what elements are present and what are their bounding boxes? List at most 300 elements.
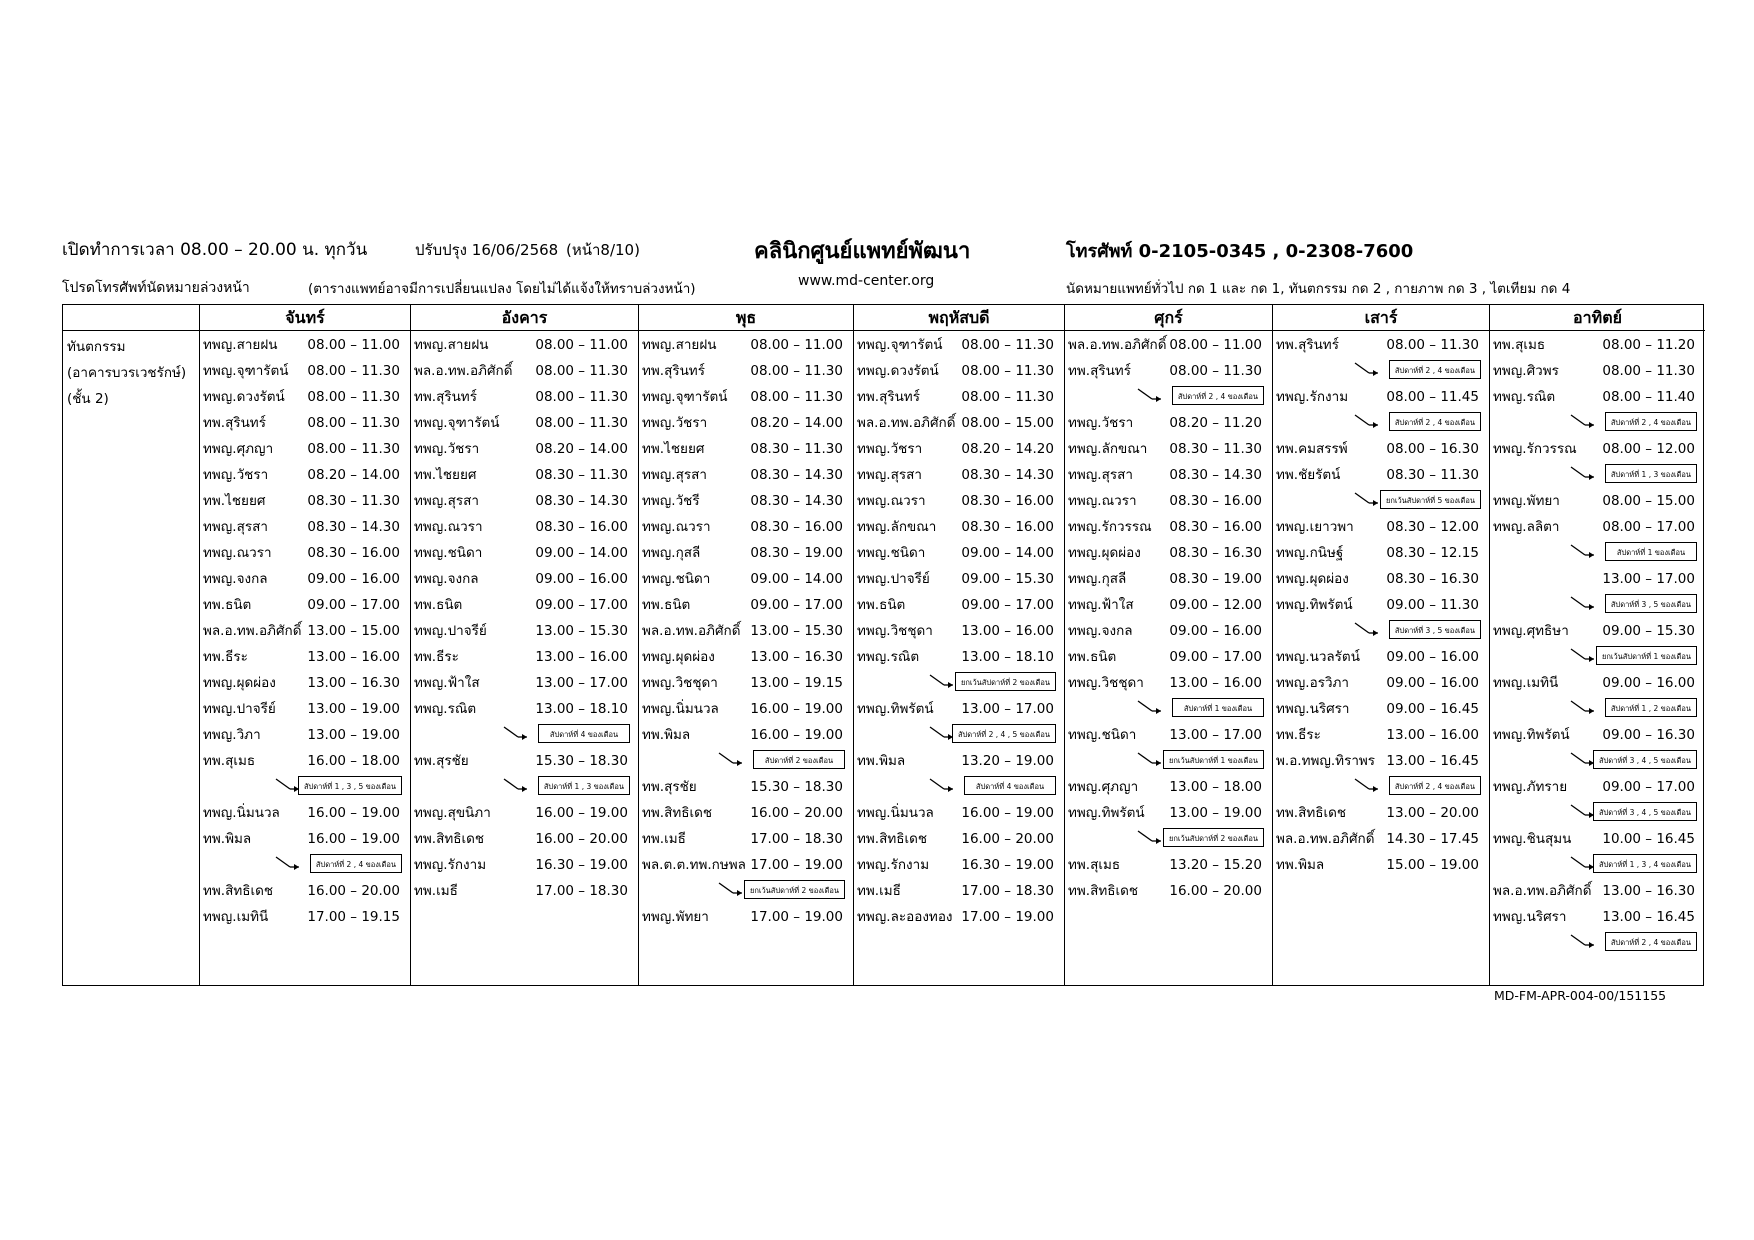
week-note-box: สัปดาห์ที่ 2 , 4 ของเดือน bbox=[1389, 360, 1481, 379]
phone-numbers: โทรศัพท์ 0-2105-0345 , 0-2308-7600 bbox=[1066, 241, 1414, 262]
time-range: 16.00 – 19.00 bbox=[535, 805, 628, 821]
time-range: 09.00 – 16.00 bbox=[307, 571, 400, 587]
time-range: 13.00 – 16.45 bbox=[1386, 753, 1479, 769]
dentist-name: ทพ.สุรินทร์ bbox=[414, 389, 477, 405]
dentist-name: พล.อ.ทพ.อภิศักดิ์ bbox=[857, 415, 956, 431]
time-range: 09.00 – 17.00 bbox=[750, 597, 843, 613]
time-range: 08.30 – 16.00 bbox=[961, 519, 1054, 535]
week-note-box: สัปดาห์ที่ 1 , 3 , 5 ของเดือน bbox=[298, 776, 402, 795]
dentist-name: ทพญ.ผุดผ่อง bbox=[1068, 545, 1141, 561]
schedule-entry bbox=[1273, 750, 1489, 772]
dentist-name: ทพญ.ณวรา bbox=[1068, 493, 1137, 509]
dentist-name: พล.ต.ต.ทพ.กษพล bbox=[642, 857, 746, 873]
dentist-name: ทพญ.วิชชุดา bbox=[857, 623, 933, 639]
time-range: 13.00 – 16.00 bbox=[307, 649, 400, 665]
time-range: 17.00 – 19.00 bbox=[750, 857, 843, 873]
time-range: 08.00 – 11.30 bbox=[535, 363, 628, 379]
time-range: 13.00 – 16.00 bbox=[1386, 727, 1479, 743]
schedule-entry bbox=[411, 568, 638, 590]
arrow-icon bbox=[1136, 698, 1162, 716]
time-range: 16.00 – 20.00 bbox=[307, 883, 400, 899]
schedule-entry bbox=[1273, 516, 1489, 538]
schedule-note bbox=[1490, 541, 1705, 563]
schedule-entry bbox=[639, 438, 853, 460]
department-building: (อาคารบวรเวชรักษ์) bbox=[67, 365, 187, 381]
time-range: 09.00 – 17.00 bbox=[307, 597, 400, 613]
schedule-note bbox=[1065, 385, 1272, 407]
dentist-name: ทพ.สิทธิเดช bbox=[642, 805, 713, 821]
schedule-entry bbox=[854, 594, 1064, 616]
schedule-entry bbox=[854, 542, 1064, 564]
time-range: 08.00 – 11.30 bbox=[961, 363, 1054, 379]
dentist-name: ทพ.ธนิต bbox=[857, 597, 906, 613]
schedule-entry bbox=[639, 802, 853, 824]
schedule-entry bbox=[200, 360, 410, 382]
dentist-name: ทพญ.รณิต bbox=[857, 649, 920, 665]
dentist-name: ทพญ.วิชชุดา bbox=[1068, 675, 1144, 691]
dentist-name: ทพญ.กุสลี bbox=[642, 545, 701, 561]
arrow-icon bbox=[1353, 360, 1379, 378]
schedule-entry bbox=[639, 724, 853, 746]
department-name: ทันตกรรม bbox=[67, 339, 126, 355]
dentist-name: ทพ.พิมล bbox=[1276, 857, 1325, 873]
dentist-name: ทพ.สุรชัย bbox=[414, 753, 469, 769]
dentist-name: ทพญ.ปาจรีย์ bbox=[414, 623, 487, 639]
time-range: 08.30 – 14.30 bbox=[535, 493, 628, 509]
arrow-icon bbox=[1353, 412, 1379, 430]
schedule-entry bbox=[1273, 568, 1489, 590]
time-range: 08.00 – 15.00 bbox=[1602, 493, 1695, 509]
week-note-box: ยกเว้นสัปดาห์ที่ 2 ของเดือน bbox=[955, 672, 1056, 691]
time-range: 08.20 – 14.00 bbox=[535, 441, 628, 457]
clinic-name: คลินิกศูนย์แพทย์พัฒนา bbox=[754, 239, 971, 264]
time-range: 08.00 – 11.30 bbox=[1386, 337, 1479, 353]
time-range: 08.30 – 14.30 bbox=[307, 519, 400, 535]
dentist-name: ทพ.ไชยยศ bbox=[642, 441, 705, 457]
day-header-mon: จันทร์ bbox=[200, 305, 410, 331]
arrow-icon bbox=[1353, 490, 1379, 508]
dentist-name: ทพญ.พัทยา bbox=[1493, 493, 1560, 509]
schedule-note bbox=[1065, 697, 1272, 719]
schedule-entry bbox=[1273, 854, 1489, 876]
time-range: 13.00 – 16.30 bbox=[307, 675, 400, 691]
dentist-name: ทพญ.ณวรา bbox=[642, 519, 711, 535]
time-range: 08.20 – 14.00 bbox=[307, 467, 400, 483]
schedule-entry bbox=[200, 542, 410, 564]
day-header-wed: พุธ bbox=[639, 305, 853, 331]
arrow-icon bbox=[1569, 594, 1595, 612]
dentist-name: ทพญ.ฟ้าใส bbox=[414, 675, 480, 691]
schedule-entry bbox=[639, 542, 853, 564]
schedule-entry bbox=[200, 672, 410, 694]
schedule-note bbox=[200, 853, 410, 875]
dentist-name: ทพญ.ชนิดา bbox=[857, 545, 926, 561]
time-range: 15.00 – 19.00 bbox=[1386, 857, 1479, 873]
dentist-name: ทพญ.ชนิดา bbox=[1068, 727, 1137, 743]
schedule-entry bbox=[1065, 802, 1272, 824]
dentist-name: ทพญ.พัทยา bbox=[642, 909, 709, 925]
schedule-entry bbox=[200, 646, 410, 668]
week-note-box: สัปดาห์ที่ 2 , 4 , 5 ของเดือน bbox=[952, 724, 1056, 743]
dentist-name: ทพญ.ทิพรัตน์ bbox=[1068, 805, 1145, 821]
time-range: 08.30 – 12.00 bbox=[1386, 519, 1479, 535]
week-note-box: สัปดาห์ที่ 2 , 4 ของเดือน bbox=[1389, 412, 1481, 431]
time-range: 08.30 – 19.00 bbox=[750, 545, 843, 561]
week-note-box: ยกเว้นสัปดาห์ที่ 5 ของเดือน bbox=[1380, 490, 1481, 509]
dentist-name: ทพ.พิมล bbox=[857, 753, 906, 769]
schedule-entry bbox=[1490, 386, 1705, 408]
time-range: 08.00 – 11.30 bbox=[750, 363, 843, 379]
dentist-name: ทพ.สิทธิเดช bbox=[414, 831, 485, 847]
time-range: 08.30 – 14.30 bbox=[750, 467, 843, 483]
time-range: 09.00 – 14.00 bbox=[750, 571, 843, 587]
time-range: 08.30 – 16.00 bbox=[307, 545, 400, 561]
arrow-icon bbox=[1136, 828, 1162, 846]
dentist-name: ทพญ.ดวงรัตน์ bbox=[857, 363, 939, 379]
schedule-entry bbox=[639, 698, 853, 720]
updated-date: ปรับปรุง 16/06/2568 bbox=[415, 241, 559, 259]
arrow-icon bbox=[502, 776, 528, 794]
dentist-name: ทพญ.ดวงรัตน์ bbox=[203, 389, 285, 405]
dentist-name: ทพญ.รณิต bbox=[414, 701, 477, 717]
dentist-name: ทพญ.วิชชุดา bbox=[642, 675, 718, 691]
dentist-name: ทพญ.สุรสา bbox=[1068, 467, 1133, 483]
dentist-name: ทพญ.วัชรา bbox=[414, 441, 480, 457]
dentist-name: ทพญ.เมทินี bbox=[203, 909, 269, 925]
dentist-name: ทพ.สิทธิเดช bbox=[857, 831, 928, 847]
time-range: 08.00 – 11.00 bbox=[750, 337, 843, 353]
schedule-entry bbox=[639, 620, 853, 642]
week-note-box: สัปดาห์ที่ 3 , 5 ของเดือน bbox=[1389, 620, 1481, 639]
time-range: 13.00 – 17.00 bbox=[1602, 571, 1695, 587]
time-range: 13.00 – 17.00 bbox=[961, 701, 1054, 717]
dentist-name: ทพ.สุรินทร์ bbox=[1068, 363, 1131, 379]
dentist-name: ทพ.สุรินทร์ bbox=[1276, 337, 1339, 353]
schedule-entry bbox=[411, 646, 638, 668]
time-range: 13.00 – 19.00 bbox=[307, 727, 400, 743]
time-range: 08.30 – 16.00 bbox=[1169, 493, 1262, 509]
form-code: MD-FM-APR-004-00/151155 bbox=[1494, 988, 1667, 1003]
schedule-entry bbox=[200, 568, 410, 590]
arrow-icon bbox=[1569, 464, 1595, 482]
schedule-entry bbox=[200, 594, 410, 616]
time-range: 13.00 – 16.00 bbox=[961, 623, 1054, 639]
schedule-entry bbox=[200, 334, 410, 356]
dentist-name: ทพ.เมธี bbox=[642, 831, 686, 847]
dentist-name: ทพญ.ชนิดา bbox=[414, 545, 483, 561]
dentist-name: ทพญ.ศุภญา bbox=[1068, 779, 1139, 795]
dentist-name: ทพญ.ทิพรัตน์ bbox=[1276, 597, 1353, 613]
dentist-name: ทพญ.สุขนิภา bbox=[414, 805, 491, 821]
day-header-fri: ศุกร์ bbox=[1065, 305, 1272, 331]
schedule-entry bbox=[411, 438, 638, 460]
time-range: 16.00 – 18.00 bbox=[307, 753, 400, 769]
time-range: 17.00 – 18.30 bbox=[961, 883, 1054, 899]
time-range: 08.00 – 11.30 bbox=[535, 415, 628, 431]
schedule-entry bbox=[1490, 906, 1705, 928]
schedule-entry bbox=[1065, 880, 1272, 902]
schedule-entry bbox=[1065, 776, 1272, 798]
schedule-entry bbox=[854, 490, 1064, 512]
dentist-name: ทพญ.ผุดผ่อง bbox=[642, 649, 715, 665]
time-range: 14.30 – 17.45 bbox=[1386, 831, 1479, 847]
schedule-entry bbox=[1065, 672, 1272, 694]
schedule-entry bbox=[1065, 360, 1272, 382]
dentist-name: ทพญ.นิ่มนวล bbox=[857, 805, 934, 821]
dentist-name: ทพญ.ผุดผ่อง bbox=[1276, 571, 1349, 587]
dentist-name: ทพ.ธีระ bbox=[414, 649, 459, 665]
week-note-box: สัปดาห์ที่ 2 , 4 ของเดือน bbox=[1605, 412, 1697, 431]
arrow-icon bbox=[928, 672, 954, 690]
time-range: 13.00 – 17.00 bbox=[1169, 727, 1262, 743]
schedule-entry bbox=[639, 334, 853, 356]
schedule-note bbox=[1273, 619, 1489, 641]
week-note-box: สัปดาห์ที่ 1 , 3 ของเดือน bbox=[1605, 464, 1697, 483]
dentist-name: ทพ.สุรินทร์ bbox=[642, 363, 705, 379]
schedule-entry bbox=[1273, 386, 1489, 408]
dentist-name: ทพญ.ณวรา bbox=[414, 519, 483, 535]
schedule-entry bbox=[411, 854, 638, 876]
time-range: 08.00 – 11.30 bbox=[961, 337, 1054, 353]
schedule-entry bbox=[639, 386, 853, 408]
time-range: 09.00 – 11.30 bbox=[1386, 597, 1479, 613]
schedule-entry bbox=[639, 360, 853, 382]
schedule-entry bbox=[639, 776, 853, 798]
time-range: 08.30 – 16.00 bbox=[750, 519, 843, 535]
schedule-entry bbox=[1490, 672, 1705, 694]
schedule-entry bbox=[1065, 334, 1272, 356]
time-range: 13.00 – 15.00 bbox=[307, 623, 400, 639]
week-note-box: ยกเว้นสัปดาห์ที่ 2 ของเดือน bbox=[1163, 828, 1264, 847]
week-note-box: สัปดาห์ที่ 2 ของเดือน bbox=[753, 750, 845, 769]
schedule-entry bbox=[1490, 776, 1705, 798]
schedule-entry bbox=[1273, 828, 1489, 850]
dentist-name: ทพญ.รักวรรณ bbox=[1068, 519, 1152, 535]
time-range: 08.00 – 12.00 bbox=[1602, 441, 1695, 457]
time-range: 13.00 – 16.45 bbox=[1602, 909, 1695, 925]
time-range: 16.00 – 20.00 bbox=[961, 831, 1054, 847]
schedule-entry bbox=[854, 334, 1064, 356]
arrow-icon bbox=[1569, 646, 1595, 664]
time-range: 08.00 – 11.00 bbox=[307, 337, 400, 353]
time-range: 09.00 – 17.00 bbox=[961, 597, 1054, 613]
schedule-entry bbox=[1490, 620, 1705, 642]
dentist-name: ทพ.เมธี bbox=[857, 883, 901, 899]
schedule-entry bbox=[200, 880, 410, 902]
time-range: 08.00 – 11.30 bbox=[307, 363, 400, 379]
arrow-icon bbox=[1569, 932, 1595, 950]
schedule-entry bbox=[1273, 438, 1489, 460]
schedule-entry bbox=[854, 438, 1064, 460]
schedule-note bbox=[411, 723, 638, 745]
dentist-name: ทพญ.จงกล bbox=[1068, 623, 1133, 639]
dentist-name: ทพญ.ชนิดา bbox=[642, 571, 711, 587]
schedule-entry bbox=[639, 828, 853, 850]
week-note-box: สัปดาห์ที่ 2 , 4 ของเดือน bbox=[1605, 932, 1697, 951]
time-range: 08.00 – 11.00 bbox=[535, 337, 628, 353]
time-range: 08.00 – 11.30 bbox=[307, 415, 400, 431]
schedule-note bbox=[1490, 749, 1705, 771]
dentist-name: ทพญ.รักงาม bbox=[414, 857, 487, 873]
schedule-note bbox=[1273, 775, 1489, 797]
schedule-entry bbox=[1273, 698, 1489, 720]
schedule-entry bbox=[200, 698, 410, 720]
week-note-box: สัปดาห์ที่ 4 ของเดือน bbox=[964, 776, 1056, 795]
time-range: 09.00 – 16.00 bbox=[1169, 623, 1262, 639]
dentist-name: ทพญ.ลลิตา bbox=[1493, 519, 1560, 535]
time-range: 08.30 – 14.30 bbox=[1169, 467, 1262, 483]
time-range: 16.00 – 20.00 bbox=[535, 831, 628, 847]
arrow-icon bbox=[1569, 542, 1595, 560]
dentist-name: ทพญ.เยาวพา bbox=[1276, 519, 1354, 535]
time-range: 08.30 – 11.30 bbox=[750, 441, 843, 457]
dentist-name: ทพ.สิทธิเดช bbox=[1068, 883, 1139, 899]
arrow-icon bbox=[1569, 802, 1595, 820]
schedule-note bbox=[200, 775, 410, 797]
schedule-entry bbox=[200, 516, 410, 538]
time-range: 13.00 – 18.00 bbox=[1169, 779, 1262, 795]
week-note-box: สัปดาห์ที่ 2 , 4 ของเดือน bbox=[310, 854, 402, 873]
dentist-name: พล.อ.ทพ.อภิศักดิ์ bbox=[414, 363, 513, 379]
time-range: 09.00 – 17.00 bbox=[1602, 779, 1695, 795]
time-range: 16.00 – 19.00 bbox=[307, 805, 400, 821]
schedule-entry bbox=[1490, 880, 1705, 902]
schedule-entry bbox=[1273, 802, 1489, 824]
dentist-name: ทพ.คมสรรพ์ bbox=[1276, 441, 1348, 457]
schedule-entry bbox=[854, 412, 1064, 434]
dentist-name: ทพญ.ศุทธิษา bbox=[1493, 623, 1569, 639]
dentist-name: ทพญ.รณิต bbox=[1493, 389, 1556, 405]
arrow-icon bbox=[1569, 698, 1595, 716]
schedule-entry bbox=[1490, 438, 1705, 460]
schedule-entry bbox=[411, 594, 638, 616]
time-range: 17.00 – 18.30 bbox=[535, 883, 628, 899]
dentist-name: ทพญ.วัชรา bbox=[1068, 415, 1134, 431]
dentist-name: พล.อ.ทพ.อภิศักดิ์ bbox=[1276, 831, 1375, 847]
schedule-entry bbox=[1273, 646, 1489, 668]
time-range: 08.00 – 11.30 bbox=[961, 389, 1054, 405]
schedule-entry bbox=[854, 646, 1064, 668]
dentist-name: ทพญ.นิ่มนวล bbox=[203, 805, 280, 821]
schedule-entry bbox=[854, 854, 1064, 876]
arrow-icon bbox=[1353, 776, 1379, 794]
dentist-name: ทพญ.สุรสา bbox=[642, 467, 707, 483]
schedule-note bbox=[1273, 411, 1489, 433]
schedule-note bbox=[854, 723, 1064, 745]
schedule-entry bbox=[411, 672, 638, 694]
dentist-name: ทพ.ไชยยศ bbox=[414, 467, 477, 483]
arrow-icon bbox=[274, 776, 300, 794]
schedule-table bbox=[62, 304, 1704, 986]
schedule-entry bbox=[411, 464, 638, 486]
schedule-note bbox=[1273, 359, 1489, 381]
schedule-entry bbox=[854, 516, 1064, 538]
dentist-name: ทพญ.อรวิภา bbox=[1276, 675, 1350, 691]
dentist-name: ทพญ.ทิพรัตน์ bbox=[1493, 727, 1570, 743]
dentist-name: ทพ.ธีระ bbox=[203, 649, 248, 665]
week-note-box: สัปดาห์ที่ 1 , 3 , 4 ของเดือน bbox=[1593, 854, 1697, 873]
dentist-name: ทพ.สุรชัย bbox=[642, 779, 697, 795]
website-link[interactable]: www.md-center.org bbox=[798, 273, 935, 289]
dentist-name: ทพญ.สุรสา bbox=[414, 493, 479, 509]
time-range: 17.00 – 19.15 bbox=[307, 909, 400, 925]
week-note-box: สัปดาห์ที่ 1 , 3 ของเดือน bbox=[538, 776, 630, 795]
dentist-name: ทพญ.กนิษฐ์ bbox=[1276, 545, 1344, 561]
schedule-entry bbox=[200, 438, 410, 460]
time-range: 09.00 – 15.30 bbox=[1602, 623, 1695, 639]
schedule-entry bbox=[639, 854, 853, 876]
schedule-entry bbox=[411, 698, 638, 720]
schedule-entry bbox=[854, 360, 1064, 382]
dentist-name: ทพญ.วัชรา bbox=[857, 441, 923, 457]
schedule-entry bbox=[411, 386, 638, 408]
schedule-entry bbox=[854, 906, 1064, 928]
dentist-name: ทพ.สุรินทร์ bbox=[857, 389, 920, 405]
department-floor: (ชั้น 2) bbox=[67, 391, 109, 407]
time-range: 13.00 – 15.30 bbox=[750, 623, 843, 639]
time-range: 08.30 – 14.30 bbox=[961, 467, 1054, 483]
time-range: 16.30 – 19.00 bbox=[535, 857, 628, 873]
time-range: 13.00 – 19.00 bbox=[307, 701, 400, 717]
schedule-entry bbox=[1065, 594, 1272, 616]
schedule-entry bbox=[1065, 516, 1272, 538]
week-note-box: สัปดาห์ที่ 2 , 4 ของเดือน bbox=[1389, 776, 1481, 795]
time-range: 15.30 – 18.30 bbox=[750, 779, 843, 795]
time-range: 08.30 – 16.00 bbox=[961, 493, 1054, 509]
time-range: 13.00 – 18.10 bbox=[961, 649, 1054, 665]
schedule-entry bbox=[1273, 334, 1489, 356]
dentist-name: ทพญ.นริศรา bbox=[1276, 701, 1350, 717]
schedule-note bbox=[639, 749, 853, 771]
dentist-name: ทพญ.กุสลี bbox=[1068, 571, 1127, 587]
dentist-name: พล.อ.ทพ.อภิศักดิ์ bbox=[1068, 337, 1167, 353]
schedule-entry bbox=[1490, 516, 1705, 538]
dentist-name: ทพญ.ศุภญา bbox=[203, 441, 274, 457]
schedule-entry bbox=[1065, 724, 1272, 746]
dentist-name: ทพญ.วัชรา bbox=[203, 467, 269, 483]
dentist-name: ทพญ.นวลรัตน์ bbox=[1276, 649, 1360, 665]
dentist-name: ทพญ.จุฑารัตน์ bbox=[203, 363, 289, 379]
dentist-name: ทพญ.ผุดผ่อง bbox=[203, 675, 276, 691]
dentist-name: ทพญ.ชินสุมน bbox=[1493, 831, 1572, 847]
dentist-name: ทพญ.วัชรา bbox=[642, 415, 708, 431]
time-range: 08.30 – 11.30 bbox=[1169, 441, 1262, 457]
dentist-name: ทพ.สิทธิเดช bbox=[203, 883, 274, 899]
time-range: 08.20 – 11.20 bbox=[1169, 415, 1262, 431]
dentist-name: ทพญ.ภัทราย bbox=[1493, 779, 1568, 795]
schedule-entry bbox=[200, 490, 410, 512]
time-range: 09.00 – 16.00 bbox=[535, 571, 628, 587]
schedule-entry bbox=[1490, 724, 1705, 746]
time-range: 08.00 – 11.20 bbox=[1602, 337, 1695, 353]
dentist-name: ทพ.สุเมธ bbox=[1493, 337, 1546, 353]
schedule-note bbox=[1490, 853, 1705, 875]
time-range: 13.00 – 15.30 bbox=[535, 623, 628, 639]
day-header-tue: อังคาร bbox=[411, 305, 638, 331]
schedule-entry bbox=[854, 464, 1064, 486]
dentist-name: ทพญ.สายฝน bbox=[203, 337, 278, 353]
week-note-box: ยกเว้นสัปดาห์ที่ 2 ของเดือน bbox=[744, 880, 845, 899]
time-range: 09.00 – 16.00 bbox=[1602, 675, 1695, 691]
arrow-icon bbox=[1569, 412, 1595, 430]
arrow-icon bbox=[502, 724, 528, 742]
schedule-entry bbox=[1273, 724, 1489, 746]
schedule-note bbox=[1490, 697, 1705, 719]
time-range: 08.00 – 11.30 bbox=[307, 389, 400, 405]
dentist-name: ทพญ.ลักขณา bbox=[1068, 441, 1148, 457]
week-note-box: สัปดาห์ที่ 1 ของเดือน bbox=[1605, 542, 1697, 561]
schedule-note bbox=[1490, 463, 1705, 485]
